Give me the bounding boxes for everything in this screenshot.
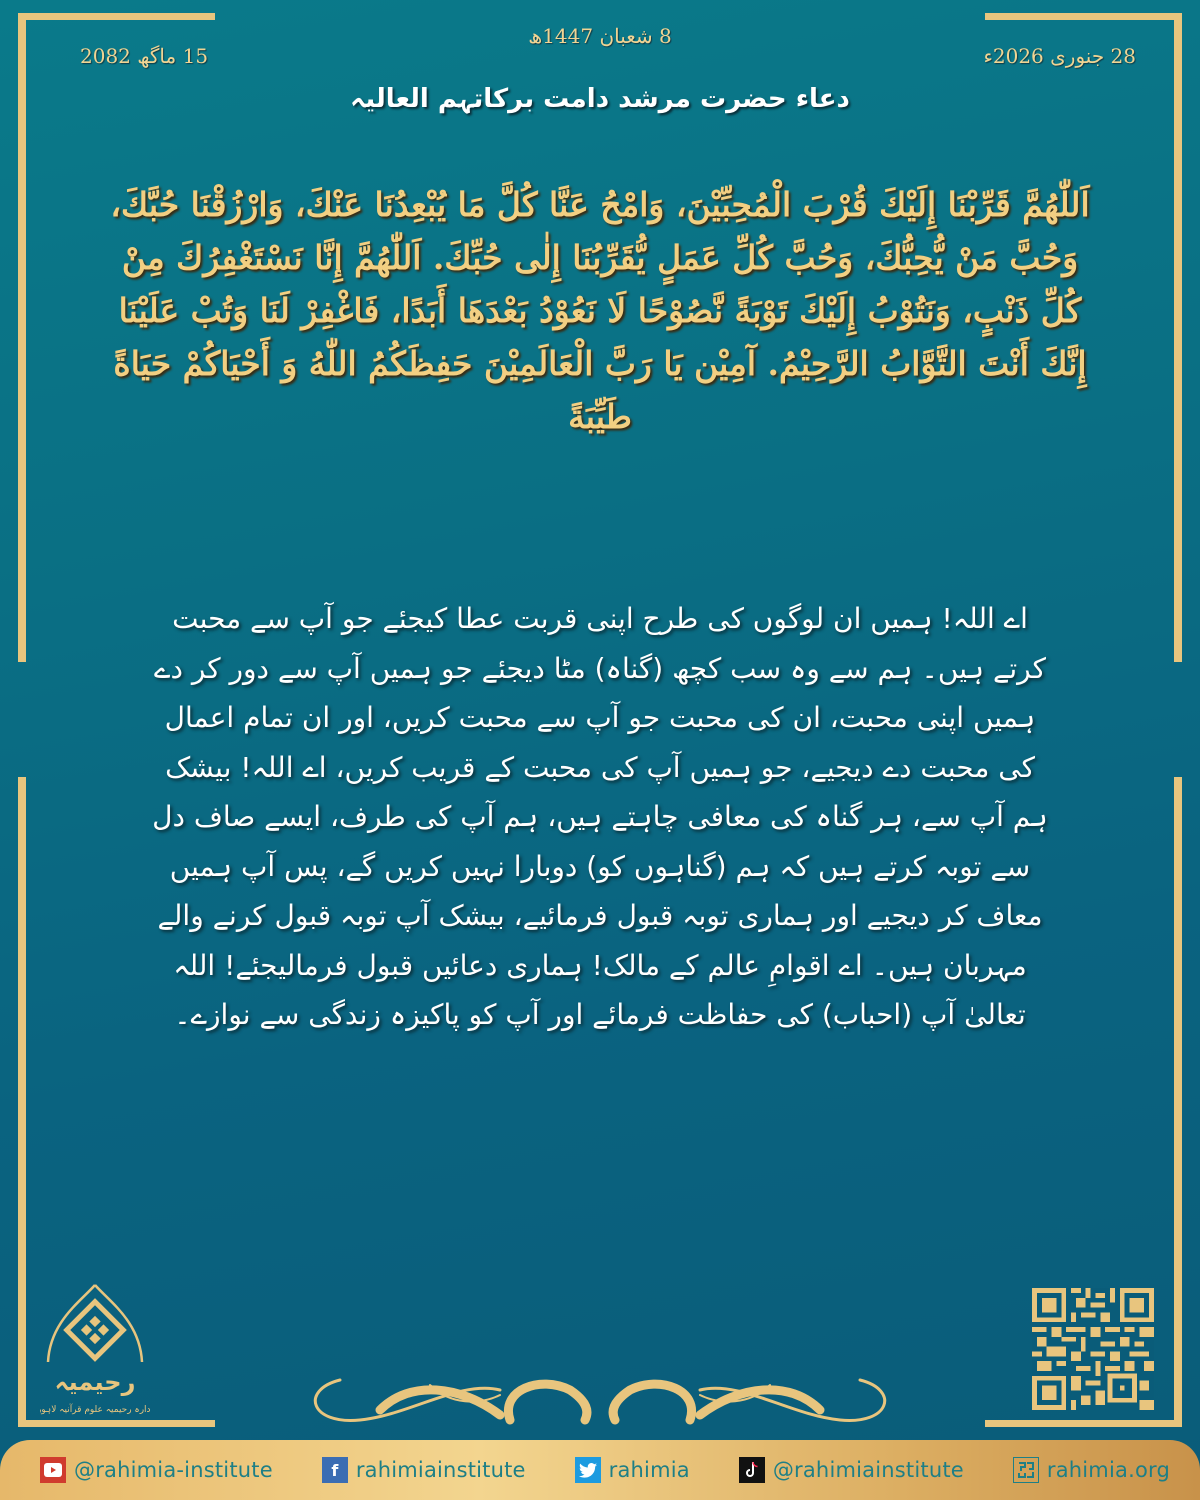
urdu-translation-text: اے اللہ! ہمیں ان لوگوں کی طرح اپنی قربت عطا کیجئے جو آپ سے محبت کرتے ہیں۔ ہم سے وہ سب کچھ (گناہ) مٹا دیجئے جو ہمیں آپ سے دور کر دے ہمیں اپنی محبت، ان کی محبت جو آپ سے محبت کریں، اور ان تمام اعمال کی محبت دے دیجیے، جو ہمیں آپ کی محبت کے قریب کریں، اے اللہ! بیشک ہم آپ سے، ہر گناہ کی معافی چاہتے ہیں، ہم آپ کی طرف، ایسے صاف دل سے توبہ کرتے ہیں کہ ہم (گناہوں کو) دوبارا نہیں کریں گے، پس آپ ہمیں معاف کر دیجیے اور ہماری توبہ قبول فرمائیے، بیشک آپ توبہ قبول کرنے والے مہربان ہیں۔ اے اقوامِ عالم کے مالک! ہماری دعائیں قبول فرمالیجئے! اللہ تعالیٰ آپ (احباب) کی حفاظت فرمائے اور آپ کو پاکیزہ زندگی سے نوازے۔: [152, 602, 1048, 1031]
social-footer: [0, 1440, 1200, 1500]
frame-top-right-horizontal: [985, 13, 1182, 20]
qr-code[interactable]: [1032, 1288, 1154, 1410]
qr-code-icon: [1032, 1288, 1154, 1410]
rahimia-logo: [40, 1282, 150, 1432]
frame-right-lower-vertical: [1174, 777, 1182, 1427]
arabic-dua-text: اَللّٰھُمَّ قَرِّبْنَا إِلَيْكَ قُرْبَ الْمُحِبِّيْنَ، وَامْحُ عَنَّا كُلَّ مَا يُبْعِدُنَا عَنْكَ، وَارْزُقْنَا حُبَّكَ، وَحُبَّ مَنْ يُّحِبُّكَ، وَحُبَّ كُلِّ عَمَلٍ يُّقَرِّبُنَا إِلٰى حُبِّكَ. اَللّٰھُمَّ إِنَّا نَسْتَغْفِرُكَ مِنْ كُلِّ ذَنْبٍ، وَنَتُوْبُ إِلَيْكَ تَوْبَةً نَّصُوْحًا لَا نَعُوْدُ بَعْدَھَا أَبَدًا، فَاغْفِرْ لَنَا وَتُبْ عَلَيْنَا إِنَّكَ أَنْتَ التَّوَّابُ الرَّحِيْمُ. آمِيْن يَا رَبَّ الْعَالَمِيْنَ حَفِظَكُمُ اللّٰهُ وَ أَحْيَاكُمْ حَيَاةً طَيِّبَةً: [110, 185, 1090, 436]
youtube-icon: [40, 1457, 66, 1483]
hijri-date: 8 شعبان 1447ھ: [528, 24, 672, 48]
frame-left-lower-vertical: [18, 777, 26, 1427]
footer-website-link[interactable]: [1013, 1457, 1170, 1483]
facebook-icon: f: [322, 1457, 348, 1483]
tiktok-icon: [739, 1457, 765, 1483]
website-icon: [1013, 1457, 1039, 1483]
facebook-handle: rahimiainstitute: [355, 1458, 526, 1482]
frame-bottom-right-horizontal: [985, 1420, 1182, 1427]
page-title: دعاء حضرت مرشد دامت برکاتہم العالیہ: [350, 84, 850, 114]
footer-facebook-link[interactable]: [322, 1457, 526, 1483]
logo-dome-icon: [40, 1282, 150, 1432]
website-url: rahimia.org: [1046, 1458, 1170, 1482]
gregorian-date: 28 جنوری 2026ء: [983, 44, 1136, 68]
twitter-icon: [575, 1457, 601, 1483]
decorative-flourish: [300, 1370, 900, 1430]
flourish-icon: [300, 1370, 900, 1430]
frame-top-left-horizontal: [18, 13, 215, 20]
twitter-handle: rahimia: [608, 1458, 690, 1482]
footer-twitter-link[interactable]: [575, 1457, 690, 1483]
footer-tiktok-link[interactable]: [739, 1457, 964, 1483]
tiktok-handle: @rahimiainstitute: [772, 1458, 964, 1482]
youtube-handle: @rahimia-institute: [74, 1458, 273, 1482]
svg-text:رحیمیہ: رحیمیہ: [54, 1368, 136, 1396]
bikrami-date: 15 ماگھ 2082: [80, 44, 209, 68]
svg-text:ادارہ رحیمیہ علوم قرآنیہ لاہور: ادارہ رحیمیہ علوم قرآنیہ لاہور: [40, 1405, 150, 1415]
footer-youtube-link[interactable]: [40, 1457, 273, 1483]
